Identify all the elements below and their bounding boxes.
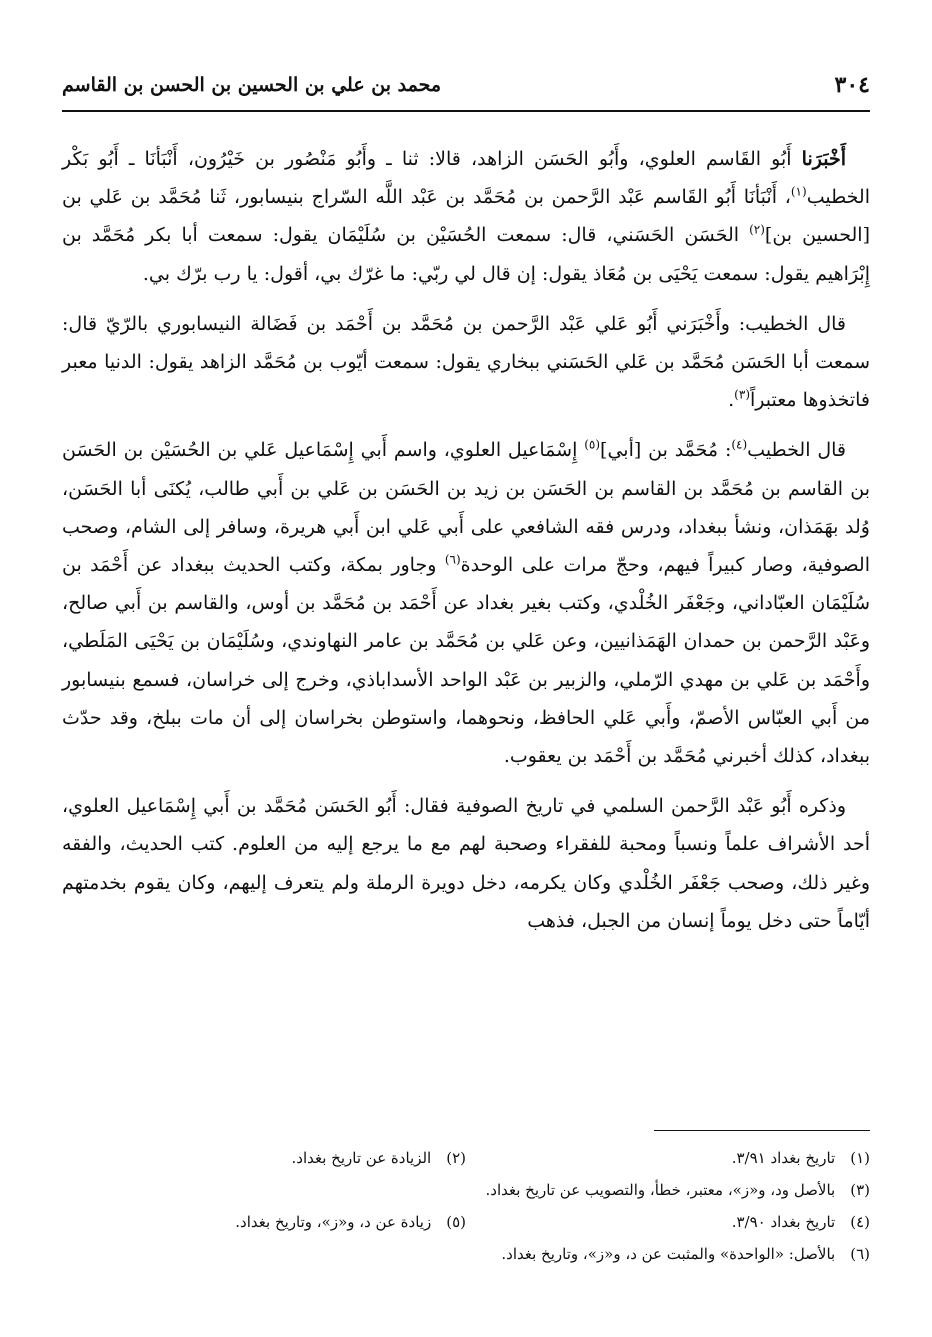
footnote-text: تاريخ بغداد ٣/٩٠. — [731, 1213, 836, 1231]
footnote-item — [62, 1206, 466, 1238]
footnote-row — [62, 1206, 870, 1238]
footnote-item — [501, 1238, 870, 1270]
page-number: ٣٠٤ — [834, 72, 870, 98]
footnote-row — [62, 1142, 870, 1174]
footnotes — [62, 1142, 870, 1270]
paragraph-text: وذكره أَبُو عَبْد الرَّحمن السلمي في تاريخ الصوفية فقال: أَبُو الحَسَن مُحَمَّد بن أَبي إِسْمَاعيل العلوي، أحد الأشراف علماً ونسباً ومحبة للفقراء وصحبة لهم مع ما يرجع إليه من العلوم. كتب الحديث، والفقه وغير ذلك، وصحب جَعْفَر الخُلْدي وكان يكرمه، دخل دويرة الرملة ولم يتعرف إليهم، وكان يقوم بخدمتهم أيّاماً حتى دخل يوماً إنسان من الجبل، فذهب — [62, 795, 870, 932]
paragraph-lead-word: أَخْبَرَنا — [801, 148, 846, 170]
footnote-marker: (٣) — [734, 387, 750, 402]
footnote-number: (٣) — [850, 1181, 870, 1199]
running-title: محمد بن علي بن الحسين بن الحسن بن القاسم — [62, 74, 442, 96]
paragraph — [62, 140, 870, 293]
footnote-item — [466, 1206, 870, 1238]
paragraph-text: أَبُو القَاسم العلوي، وأَبُو الحَسَن الزاهد، قالا: ثنا ـ وأَبُو مَنْصُور بن خَيْرُون، أَنْبَأنَا ـ أَبُو بَكْر الخطيب$^{(١)}$، أَنْبَأنَا أَبُو القَاسم عَبْد الرَّحمن بن مُحَمَّد بن عَبْد اللَّه السّراج بنيسابور، ثَنا مُحَمَّد بن عَلي بن [الحسين بن]$^{(٢)}$ الحَسَن الحَسَني، قال: سمعت الحُسَيْن بن سُلَيْمَان يقول: سمعت أبا بكر مُحَمَّد بن إِبْرَاهيم يقول: سمعت يَحْيَى بن مُعَاذ يقول: إن قال لي ربّي: ما غرّك بي، أقول: يا رب برّك بي. — [62, 148, 870, 285]
footnote-text: الزيادة عن تاريخ بغداد. — [291, 1149, 432, 1167]
footnote-number: (٦) — [850, 1245, 870, 1263]
footnote-number: (٤) — [850, 1213, 870, 1231]
paragraph-text: قال الخطيب: وأَخْبَرَني أَبُو عَلي عَبْد الرَّحمن بن مُحَمَّد بن أَحْمَد بن فَضَالة النيسابوري بالرّيّ قال: سمعت أبا الحَسَن مُحَمَّد بن عَلي الحَسَني ببخاري يقول: سمعت أيّوب بن مُحَمَّد الزاهد يقول: الدنيا معبر فاتخذوها معتبراً$^{(٣)}$. — [62, 312, 870, 412]
paragraph — [62, 787, 870, 940]
footnote-text: بالأصل: «الواحدة» والمثبت عن د، و«ز»، وتاريخ بغداد. — [501, 1245, 836, 1263]
footnote-text: بالأصل ود، و«ز»، معتبر، خطأ، والتصويب عن تاريخ بغداد. — [485, 1181, 836, 1199]
footnote-marker: (١) — [790, 184, 807, 199]
footnote-number: (١) — [850, 1149, 870, 1167]
footnote-item — [62, 1142, 466, 1174]
footnote-text: تاريخ بغداد ٣/٩١. — [731, 1149, 836, 1167]
footnote-marker: (٢) — [749, 223, 765, 238]
footnote-marker: (٦) — [444, 552, 461, 567]
footnote-row — [62, 1174, 870, 1206]
footnote-item — [486, 1174, 870, 1206]
footnote-marker: (٥) — [584, 438, 601, 453]
footnote-item — [466, 1142, 870, 1174]
paragraph-text: قال الخطيب$^{(٤)}$: مُحَمَّد بن [أبي]$^{(٥)}$ إِسْمَاعيل العلوي، واسم أَبي إِسْمَاعيل عَلي بن الحُسَيْن بن الحَسَن بن القاسم بن مُحَمَّد بن القاسم بن الحَسَن بن زيد بن الحَسَن بن عَلي بن أَبي طالب، يُكنَى أبا الحَسَن، وُلد بهَمَذان، ونشأ ببغداد، ودرس فقه الشافعي على أَبي عَلي ابن أَبي هريرة، وسافر إلى الشام، وصحب الصوفية، وصار كبيراً فيهم، وحجّ مرات على الوحدة$^{(٦)}$ وجاور بمكة، وكتب الحديث ببغداد عن أَحْمَد بن سُلَيْمَان العبّاداني، وجَعْفَر الخُلْدي، وكتب بغير بغداد عن أَحْمَد بن مُحَمَّد بن أوس، والقاسم بن أَبي صالح، وعَبْد الرَّحمن بن حمدان الهَمَذانيين، وعن عَلي بن مُحَمَّد بن عامر النهاوندي، وسُلَيْمَان بن يَحْيَى المَلَطي، وأَحْمَد بن عَلي بن مهدي الرّملي، والزبير بن عَبْد الواحد الأسداباذي، وخرج إلى خراسان، فسمع بنيسابور من أَبي العبّاس الأصمّ، وأَبي عَلي الحافظ، ونحوهما، واستوطن بخراسان إلى أن مات ببلخ، وقد حدّث ببغداد، كذلك أخبرني مُحَمَّد بن أَحْمَد بن يعقوب. — [62, 438, 871, 768]
footnote-number: (٥) — [446, 1213, 466, 1231]
footnote-text: زيادة عن د، و«ز»، وتاريخ بغداد. — [235, 1213, 432, 1231]
page-header — [62, 58, 870, 112]
paragraph — [62, 305, 870, 420]
paragraph — [62, 431, 870, 775]
main-text — [62, 140, 870, 952]
footnote-separator — [654, 1130, 870, 1131]
footnote-marker: (٤) — [731, 438, 748, 453]
footnote-row — [62, 1238, 870, 1270]
footnote-number: (٢) — [446, 1149, 466, 1167]
